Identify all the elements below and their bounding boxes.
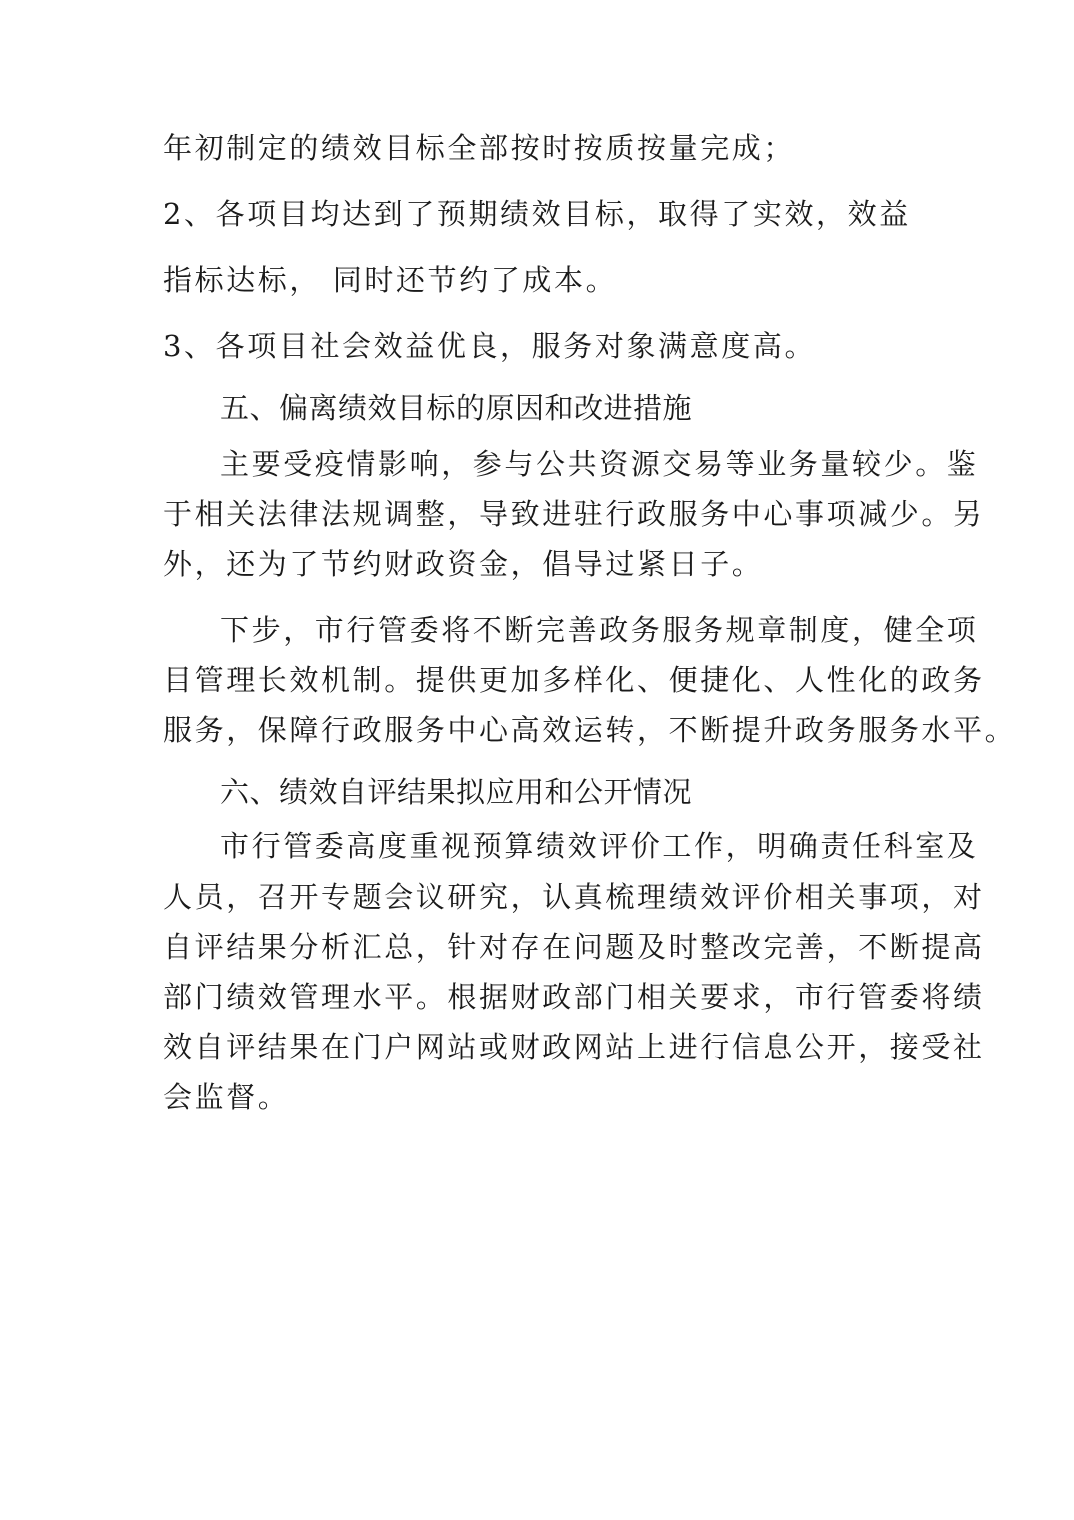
text-line-15: 自评结果分析汇总，针对存在问题及时整改完善，不断提高 bbox=[163, 930, 985, 964]
text-line-14: 人员，召开专题会议研究，认真梳理绩效评价相关事项，对 bbox=[163, 880, 985, 914]
text-line-8: 外，还为了节约财政资金，倡导过紧日子。 bbox=[163, 547, 764, 581]
section-heading-6: 六、绩效自评结果拟应用和公开情况 bbox=[220, 775, 693, 809]
text-line-2: 2、各项目均达到了预期绩效目标，取得了实效，效益 bbox=[163, 197, 911, 231]
text-line-16: 部门绩效管理水平。根据财政部门相关要求，市行管委将绩 bbox=[163, 980, 985, 1014]
text-line-7: 于相关法律法规调整，导致进驻行政服务中心事项减少。另 bbox=[163, 497, 985, 531]
text-line-4: 3、各项目社会效益优良，服务对象满意度高。 bbox=[163, 329, 817, 363]
text-line-13: 市行管委高度重视预算绩效评价工作，明确责任科室及 bbox=[220, 829, 979, 863]
text-line-1: 年初制定的绩效目标全部按时按质按量完成； bbox=[163, 131, 796, 165]
text-line-18: 会监督。 bbox=[163, 1080, 290, 1114]
text-line-10: 目管理长效机制。提供更加多样化、便捷化、人性化的政务 bbox=[163, 663, 985, 697]
text-line-6: 主要受疫情影响，参与公共资源交易等业务量较少。鉴 bbox=[220, 447, 979, 481]
text-line-9: 下步，市行管委将不断完善政务服务规章制度，健全项 bbox=[220, 613, 979, 647]
text-line-3: 指标达标， 同时还节约了成本。 bbox=[163, 263, 618, 297]
section-heading-5: 五、偏离绩效目标的原因和改进措施 bbox=[220, 391, 693, 425]
text-line-17: 效自评结果在门户网站或财政网站上进行信息公开，接受社 bbox=[163, 1030, 985, 1064]
text-line-11: 服务，保障行政服务中心高效运转，不断提升政务服务水平。 bbox=[163, 713, 1017, 747]
